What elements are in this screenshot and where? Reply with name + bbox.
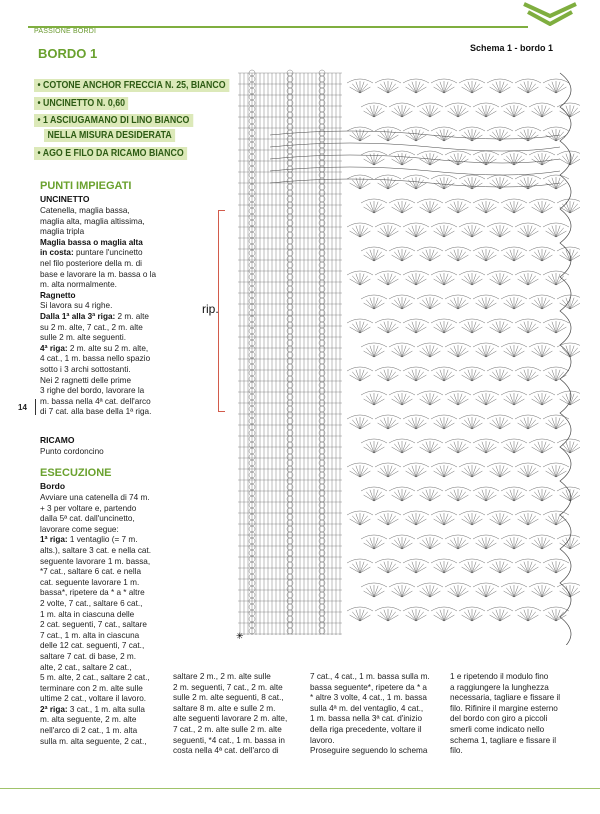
material-item: • COTONE ANCHOR FRECCIA N. 25, BIANCO <box>34 79 229 92</box>
crochet-chart <box>230 65 580 645</box>
repeat-bracket <box>218 210 225 412</box>
esecuzione-col2: saltare 2 m., 2 m. alte sulle 2 m. seguenti, 7 cat., 2 m. alte sulle 2 m. alte seguenti, 8 cat., saltare 8 m. alte e sulle 2 m. alte seguenti lavorare 2 m. alte, 7 cat., 2 m. alte sulle 2 m. alte seguenti, *4 cat., 1 m. bassa in costa nella 4ª cat. dell'arco di <box>173 672 288 756</box>
section-label: PASSIONE BORDI <box>34 28 97 35</box>
material-item: • UNCINETTO N. 0,60 <box>34 97 129 110</box>
esecuzione-title: ESECUZIONE <box>40 467 112 479</box>
page-title: BORDO 1 <box>38 46 98 61</box>
esecuzione-col4: 1 e ripetendo il modulo fino a raggiungere la lunghezza necessaria, tagliare e fissare il filo. Rifinire il margine esterno del bordo con giro a piccoli smerli come indicato nello schema 1, tagliare e fissare il filo. <box>450 672 561 756</box>
material-item: • 1 ASCIUGAMANO DI LINO BIANCO <box>34 114 193 127</box>
ricamo-text: Punto cordoncino <box>40 447 104 456</box>
svg-text:✳: ✳ <box>236 632 244 642</box>
page-number: 14 <box>18 403 27 412</box>
material-item: • AGO E FILO DA RICAMO BIANCO <box>34 147 187 160</box>
uncinetto-title: UNCINETTO <box>40 194 90 204</box>
bordo-subtitle: Bordo <box>40 481 66 491</box>
repeat-label: rip. <box>202 302 219 316</box>
page-tick <box>35 399 36 415</box>
ricamo-title: RICAMO <box>40 435 75 445</box>
chevron-logo-icon <box>520 2 580 26</box>
esecuzione-col1: Avviare una catenella di 74 m. + 3 per voltare e, partendo dalla 5ª cat. dall'uncinetto, lavorare come segue: 1ª riga: 1 ventaglio (= 7 m. alts.), saltare 3 cat. e nella cat. seguente lavorare 1 m. bassa, *7 cat., saltare 6 cat. e nella cat. seguente lavorare 1 m. bassa*, ripetere da * a * altre 2 volte, 7 cat., saltare 6 cat., 1 m. alta in ciascuna delle 2 cat. seguenti, 7 cat., saltare 7 cat., 1 m. alta in ciascuna delle 12 cat. seguenti, 7 cat., saltare 7 cat. di base, 2 m. alte, 2 cat., saltare 2 cat., 5 m. alte, 2 cat., saltare 2 cat., terminare con 2 m. alte sulle ultime 2 cat., voltare il lavoro. 2ª riga: 3 cat., 1 m. alta sulla m. alta seguente, 2 m. alte nell'arco di 2 cat., 1 m. alta sulla m. alta seguente, 2 cat., <box>40 493 152 746</box>
uncinetto-text: Catenella, maglia bassa, maglia alta, maglia altissima, maglia tripla Maglia bassa o maglia alta in costa: puntare l'uncinetto nel filo posteriore della m. di base e lavorare la m. bassa o la m. alta normalmente. Ragnetto Si lavora su 4 righe. Dalla 1ª alla 3ª riga: 2 m. alte su 2 m. alte, 7 cat., 2 m. alte sulle 2 m. alte seguenti. 4ª riga: 2 m. alte su 2 m. alte, 4 cat., 1 m. bassa nello spazio sotto i 3 archi sottostanti. Nei 2 ragnetti delle prime 3 righe del bordo, lavorare la m. bassa nella 4ª cat. dell'arco di 7 cat. alla base della 1ª riga. <box>40 206 157 417</box>
punti-title: PUNTI IMPIEGATI <box>40 180 132 192</box>
esecuzione-col3: 7 cat., 4 cat., 1 m. bassa sulla m. bassa seguente*, ripetere da * a * altre 3 volte, 4 cat., 1 m. bassa sulla 4ª m. del ventaglio, 4 cat., 1 m. bassa nella 3ª cat. d'inizio della riga precedente, voltare il lavoro. Proseguire seguendo lo schema <box>310 672 430 756</box>
footer-rule <box>0 788 600 789</box>
material-item: NELLA MISURA DESIDERATA <box>44 129 175 142</box>
schema-title: Schema 1 - bordo 1 <box>470 43 554 53</box>
header-rule <box>28 26 528 28</box>
